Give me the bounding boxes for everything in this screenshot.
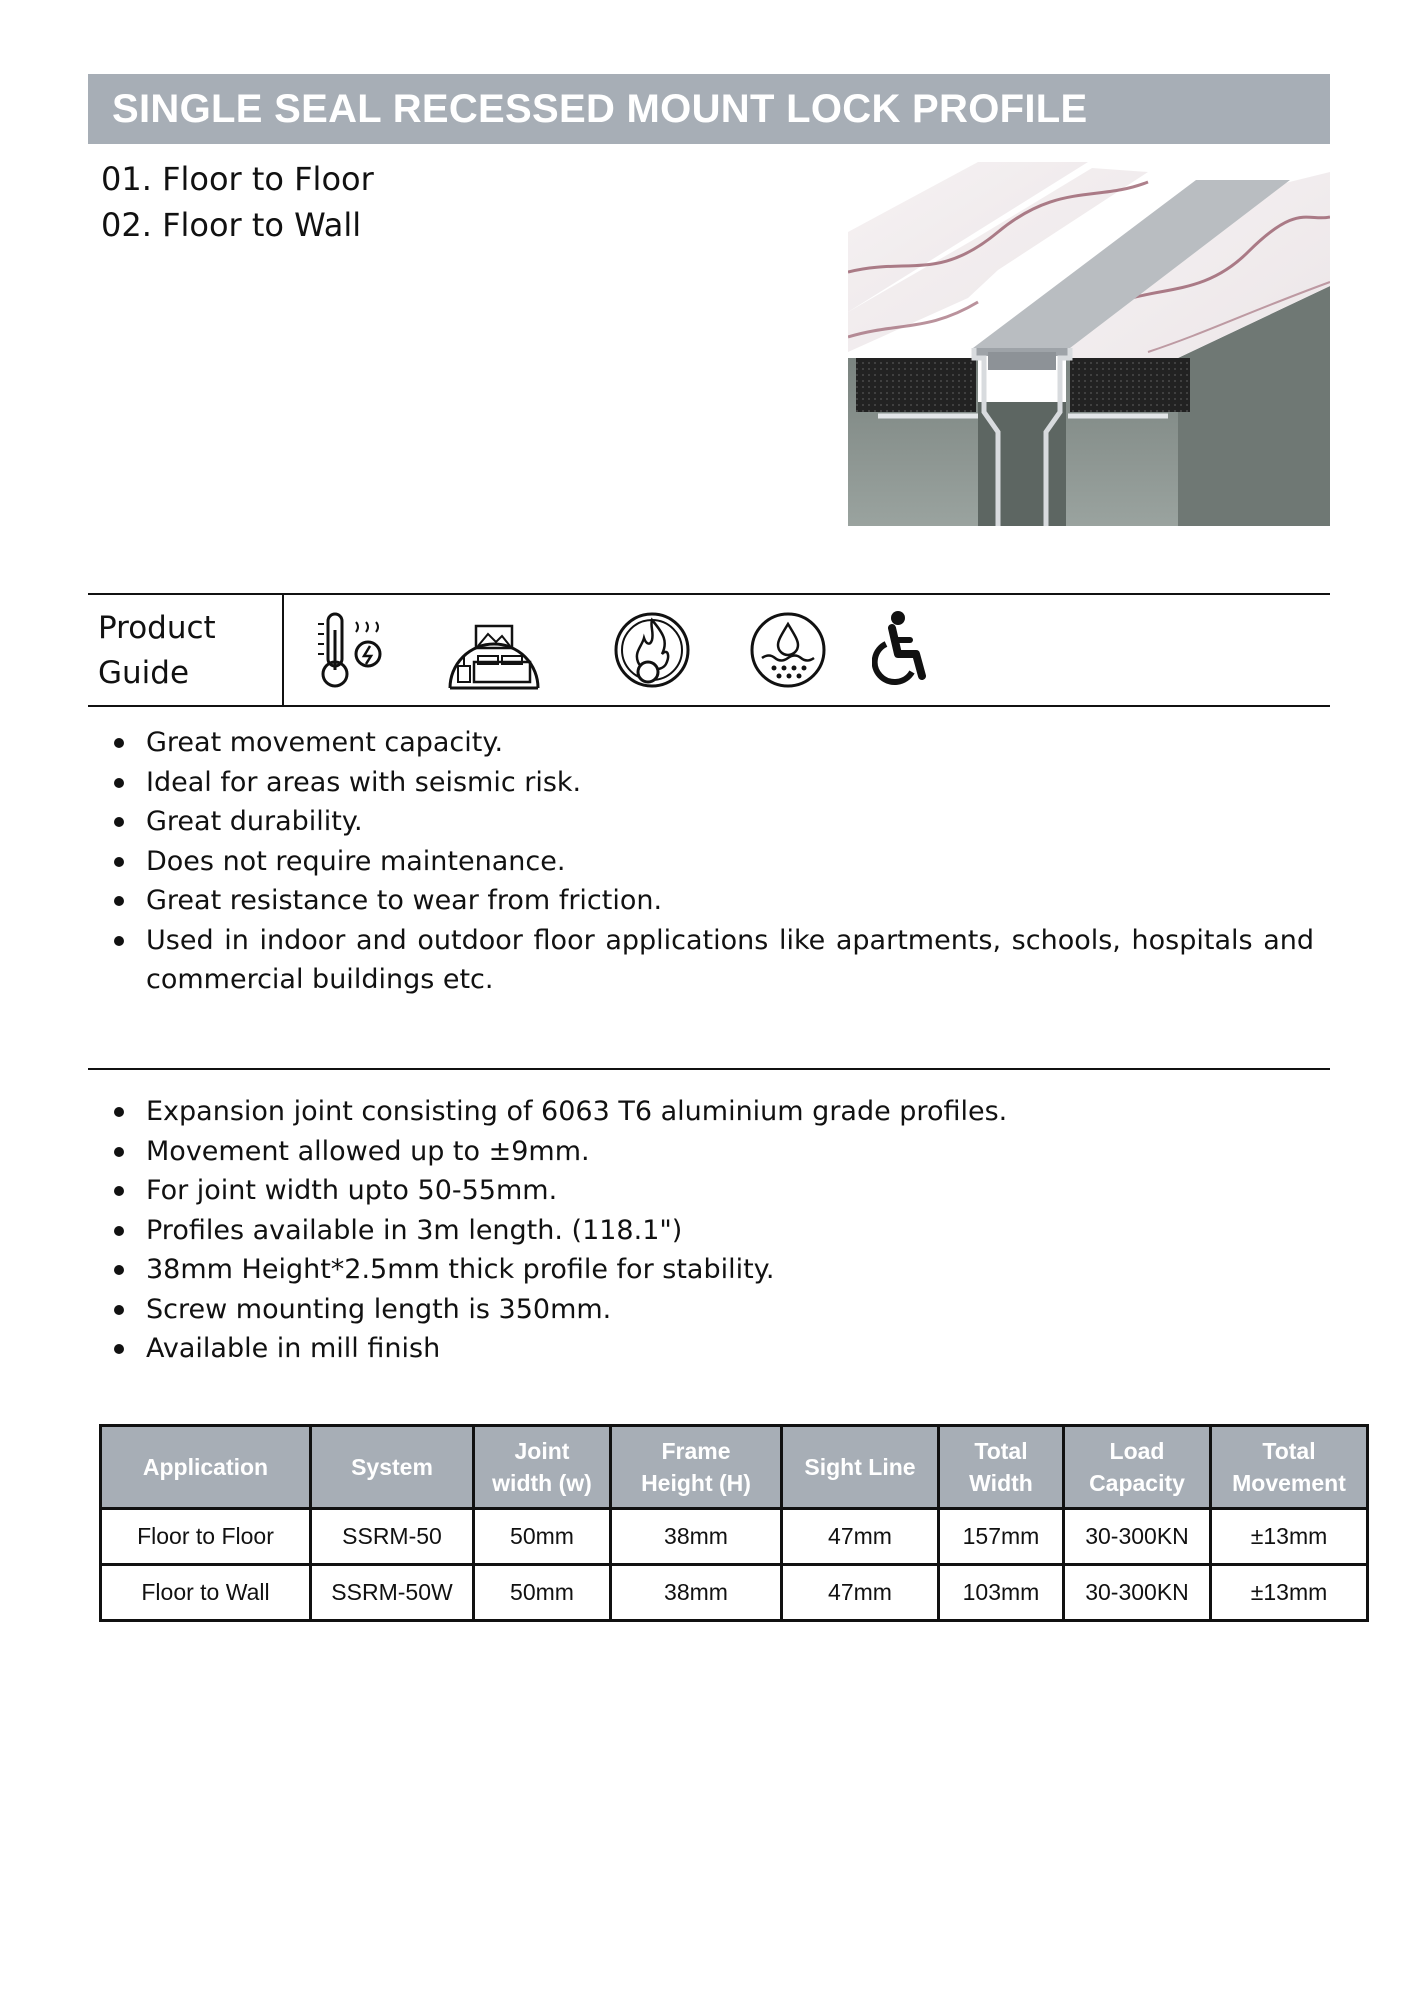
list-item: Used in indoor and outdoor floor applications like apartments, schools, hospitals and commercial buildings etc. [108,921,1314,1000]
table-header-row [101,1426,1368,1509]
product-guide-label: Product Guide [98,610,216,691]
product-illustration [848,162,1330,526]
list-item: Great resistance to wear from friction. [108,881,1314,921]
fire-resistance-icon [612,610,692,690]
list-item: Profiles available in 3m length. (118.1") [108,1211,1314,1251]
table-cell: ±13mm [1211,1565,1368,1621]
title-banner [88,74,1330,144]
table-cell: SSRM-50W [311,1565,474,1621]
column-header-total-movement: Total Movement [1211,1426,1368,1509]
table-cell: 30-300KN [1064,1509,1211,1565]
table-cell: 47mm [782,1509,939,1565]
table-cell: 30-300KN [1064,1565,1211,1621]
bedroom-icon [446,610,542,690]
guide-separator [282,595,284,707]
column-header-load-capacity: Load Capacity [1064,1426,1211,1509]
list-item: Ideal for areas with seismic risk. [108,763,1314,803]
list-item: Available in mill finish [108,1329,1314,1369]
table-cell: 38mm [611,1565,782,1621]
list-item: Expansion joint consisting of 6063 T6 aluminium grade profiles. [108,1092,1314,1132]
list-item: Does not require maintenance. [108,842,1314,882]
divider [88,593,1330,595]
divider [88,705,1330,707]
specification-table [99,1424,1369,1622]
application-list [101,156,374,248]
table-cell: 47mm [782,1565,939,1621]
table-row [101,1565,1368,1621]
table-row [101,1509,1368,1565]
table-cell: 38mm [611,1509,782,1565]
list-item: For joint width upto 50-55mm. [108,1171,1314,1211]
application-item: 02. Floor to Wall [101,206,362,244]
table-cell: 103mm [939,1565,1064,1621]
list-item: Screw mounting length is 350mm. [108,1290,1314,1330]
list-item: Movement allowed up to ±9mm. [108,1132,1314,1172]
column-header-sight-line: Sight Line [782,1426,939,1509]
feature-list [108,723,1314,1000]
table-cell: Floor to Floor [101,1509,311,1565]
wheelchair-accessible-icon [872,610,928,690]
application-item: 01. Floor to Floor [101,160,374,198]
column-header-system: System [311,1426,474,1509]
divider [88,1068,1330,1070]
thermometer-heat-icon [316,610,386,690]
list-item: Great movement capacity. [108,723,1314,763]
table-cell: 157mm [939,1509,1064,1565]
table-cell: SSRM-50 [311,1509,474,1565]
table-cell: 50mm [474,1565,611,1621]
table-cell: Floor to Wall [101,1565,311,1621]
specification-list [108,1092,1314,1369]
column-header-frame-height: Frame Height (H) [611,1426,782,1509]
list-item: 38mm Height*2.5mm thick profile for stability. [108,1250,1314,1290]
list-item: Great durability. [108,802,1314,842]
page-title: SINGLE SEAL RECESSED MOUNT LOCK PROFILE [112,86,1088,131]
table-cell: 50mm [474,1509,611,1565]
table-cell: ±13mm [1211,1509,1368,1565]
column-header-joint-width: Joint width (w) [474,1426,611,1509]
water-resistance-icon [748,610,828,690]
column-header-application: Application [101,1426,311,1509]
column-header-total-width: Total Width [939,1426,1064,1509]
